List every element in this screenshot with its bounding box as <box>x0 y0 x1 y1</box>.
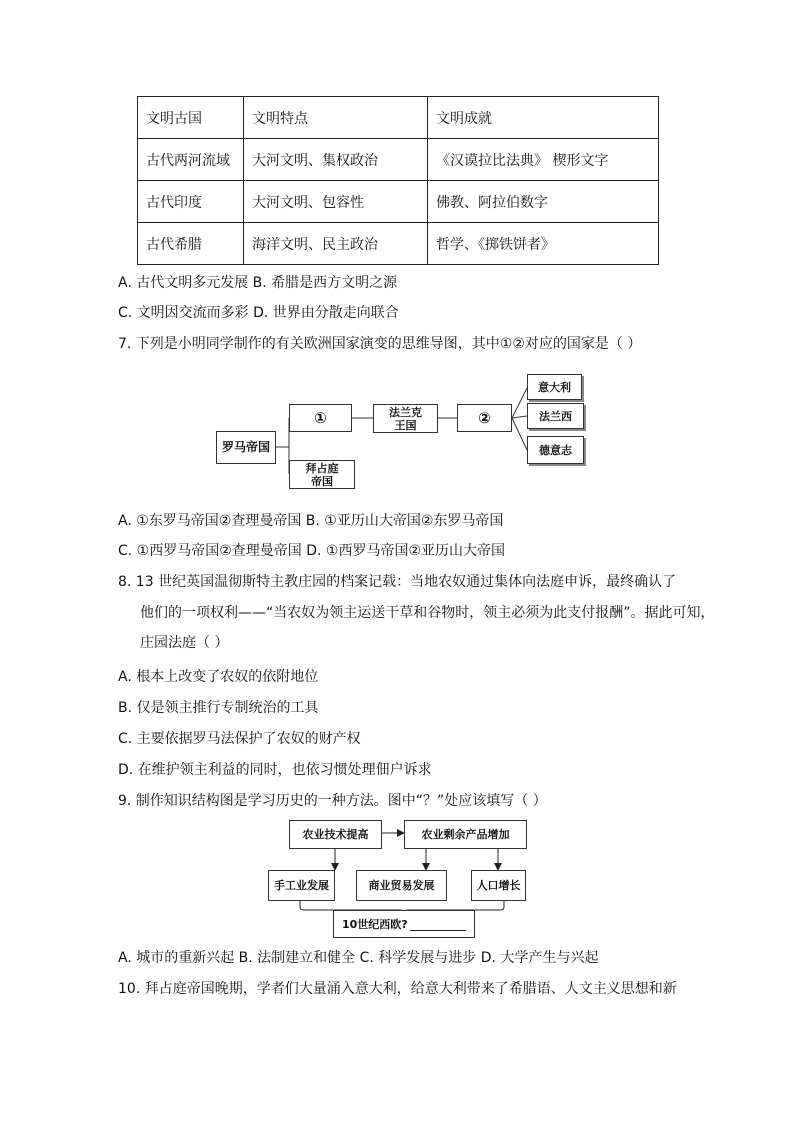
answer-blank-line <box>410 918 466 931</box>
agri-surplus-box: 农业剩余产品增加 <box>404 820 527 849</box>
result-label: 10世纪西欧? <box>342 917 408 931</box>
table-cell: 《汉谟拉比法典》 楔形文字 <box>428 139 659 181</box>
trade-box: 商业贸易发展 <box>356 870 447 901</box>
population-box: 人口增长 <box>471 870 526 901</box>
q6-options-line1: A. 古代文明多元发展 B. 希腊是西方文明之源 <box>118 275 398 291</box>
italy-box: 意大利 <box>527 374 582 400</box>
table-cell: 大河文明、包容性 <box>244 181 428 223</box>
result-box <box>333 910 475 938</box>
q8-option-a: A. 根本上改变了农奴的依附地位 <box>118 669 319 685</box>
table-cell: 哲学、《掷铁饼者》 <box>428 223 659 265</box>
q8-option-b: B. 仅是领主推行专制统治的工具 <box>118 700 319 716</box>
table-cell: 海洋文明、民主政治 <box>244 223 428 265</box>
q10-stem-line1: 10. 拜占庭帝国晚期，学者们大量涌入意大利，给意大利带来了希腊语、人文主义思想和新 <box>118 981 677 997</box>
circle-two-box: ② <box>457 404 512 432</box>
handicraft-box: 手工业发展 <box>268 870 335 901</box>
q6-options-line2: C. 文明因交流而多彩 D. 世界由分散走向联合 <box>118 305 399 321</box>
table-cell: 大河文明、集权政治 <box>244 139 428 181</box>
table-header-cell: 文明古国 <box>138 97 244 139</box>
q8-option-c: C. 主要依据罗马法保护了农奴的财产权 <box>118 731 361 747</box>
frankish-kingdom-box: 法兰克王国 <box>373 404 438 433</box>
table-cell: 佛教、阿拉伯数字 <box>428 181 659 223</box>
agri-tech-box: 农业技术提高 <box>289 820 382 849</box>
table-header-cell: 文明成就 <box>428 97 659 139</box>
france-box: 法兰西 <box>527 403 584 429</box>
table-cell: 古代两河流域 <box>138 139 244 181</box>
q9-options: A. 城市的重新兴起 B. 法制建立和健全 C. 科学发展与进步 D. 大学产生与兴起 <box>118 950 599 966</box>
q8-option-d: D. 在维护领主利益的同时，也依习惯处理佃户诉求 <box>118 762 432 778</box>
q7-options-line1: A. ①东罗马帝国②查理曼帝国 B. ①亚历山大帝国②东罗马帝国 <box>118 513 504 529</box>
q8-stem-line1: 8. 13 世纪英国温彻斯特主教庄园的档案记载：当地农奴通过集体向法庭申诉，最终确认了 <box>118 574 677 590</box>
germany-box: 德意志 <box>527 436 584 464</box>
q7-options-line2: C. ①西罗马帝国②查理曼帝国 D. ①西罗马帝国②亚历山大帝国 <box>118 543 506 559</box>
byzantine-empire-box: 拜占庭帝国 <box>289 460 355 489</box>
circle-one-box: ① <box>289 404 352 432</box>
table-cell: 古代印度 <box>138 181 244 223</box>
q8-stem-line2: 他们的一项权利——“当农奴为领主运送干草和谷物时，领主必须为此支付报酬”。据此可知， <box>140 605 715 621</box>
q9-stem: 9. 制作知识结构图是学习历史的一种方法。图中“？”处应该填写（ ） <box>118 793 547 809</box>
q7-stem: 7. 下列是小明同学制作的有关欧洲国家演变的思维导图，其中①②对应的国家是（ ） <box>118 336 642 352</box>
q8-stem-line3: 庄园法庭（ ） <box>140 635 229 651</box>
table-cell: 古代希腊 <box>138 223 244 265</box>
table-header-cell: 文明特点 <box>244 97 428 139</box>
roman-empire-box: 罗马帝国 <box>216 431 276 464</box>
